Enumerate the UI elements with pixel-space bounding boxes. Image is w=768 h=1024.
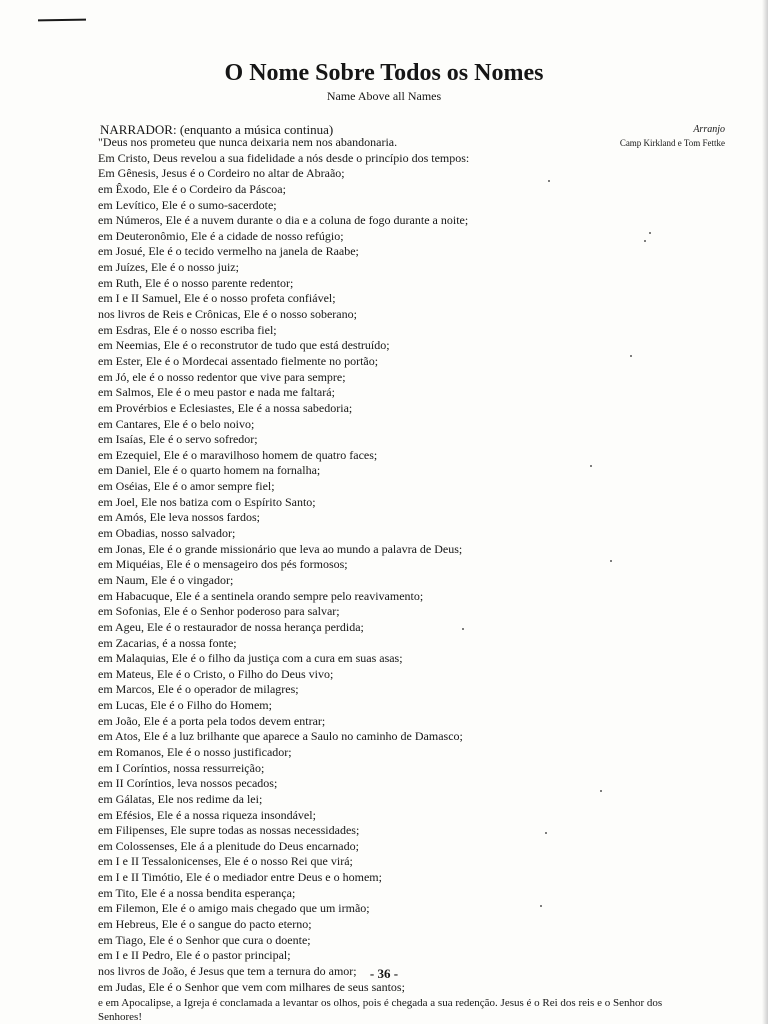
- narration-line: em Colossenses, Ele á a plenitude do Deus encarnado;: [98, 838, 359, 853]
- narration-line: e em Apocalipse, a Igreja é conclamada a levantar os olhos, pois é chegada a sua redenção. Jesus é o Rei dos reis e o Senhor dos Senhores!: [98, 997, 663, 1024]
- narration-line: em I e II Timótio, Ele é o mediador entre Deus e o homem;: [98, 870, 382, 885]
- narration-line: em Joel, Ele nos batiza com o Espírito Santo;: [98, 494, 316, 509]
- narration-line: em I e II Pedro, Ele é o pastor principal;: [98, 948, 291, 963]
- narration-line: em I Coríntios, nossa ressurreição;: [98, 760, 265, 775]
- narration-line: em Filemon, Ele é o amigo mais chegado que um irmão;: [98, 901, 370, 916]
- page-number: - 36 -: [369, 966, 399, 981]
- credit-names: Camp Kirkland e Tom Fettke: [619, 138, 725, 148]
- scan-edge-shadow: [762, 0, 768, 1024]
- narration-line: em Deuteronômio, Ele é a cidade de nosso refúgio;: [98, 228, 344, 243]
- narration-line: em Malaquias, Ele é o filho da justiça com a cura em suas asas;: [98, 651, 403, 666]
- narration-line: em Números, Ele é a nuvem durante o dia e a coluna de fogo durante a noite;: [98, 213, 469, 228]
- credit-label: Arranjo: [693, 124, 725, 135]
- scan-speck: [540, 905, 542, 907]
- narration-line: em Obadias, nosso salvador;: [98, 526, 236, 541]
- narration-line: em Provérbios e Eclesiastes, Ele é a nossa sabedoria;: [98, 400, 353, 415]
- narration-line: em Josué, Ele é o tecido vermelho na janela de Raabe;: [98, 244, 359, 259]
- narration-line: em Judas, Ele é o Senhor que vem com milhares de seus santos;: [98, 979, 405, 994]
- narration-line: em Habacuque, Ele é a sentinela orando sempre pelo reavivamento;: [98, 588, 424, 603]
- narration-line: em Jonas, Ele é o grande missionário que leva ao mundo a palavra de Deus;: [98, 541, 463, 556]
- narration-line: em Sofonias, Ele é o Senhor poderoso para salvar;: [98, 604, 340, 619]
- narration-line: em Amós, Ele leva nossos fardos;: [98, 510, 260, 525]
- narration-line: em Naum, Ele é o vingador;: [98, 572, 234, 587]
- narration-line: em Romanos, Ele é o nosso justificador;: [98, 744, 292, 759]
- scan-speck: [462, 628, 464, 630]
- narration-lines: [98, 135, 698, 1024]
- narration-line: em I e II Samuel, Ele é o nosso profeta confiável;: [98, 291, 336, 306]
- scan-speck: [644, 240, 646, 242]
- narration-line: nos livros de Reis e Crônicas, Ele é o nosso soberano;: [98, 307, 357, 322]
- narration-line: em Daniel, Ele é o quarto homem na fornalha;: [98, 463, 321, 478]
- narration-line: em Filipenses, Ele supre todas as nossas necessidades;: [98, 823, 360, 838]
- narration-line: em Miquéias, Ele é o mensageiro dos pés formosos;: [98, 557, 348, 572]
- narration-line: em Levítico, Ele é o sumo-sacerdote;: [98, 197, 277, 212]
- narration-line: em Oséias, Ele é o amor sempre fiel;: [98, 479, 275, 494]
- narration-line: em Tiago, Ele é o Senhor que cura o doente;: [98, 932, 311, 947]
- narration-line: em Esdras, Ele é o nosso escriba fiel;: [98, 322, 277, 337]
- narrator-direction: NARRADOR: (enquanto a música continua): [100, 122, 334, 137]
- top-margin-rule: [38, 19, 86, 22]
- narration-line: em Ageu, Ele é o restaurador de nossa herança perdida;: [98, 619, 364, 634]
- narration-line: em Efésios, Ele é a nossa riqueza insondável;: [98, 807, 316, 822]
- scan-speck: [600, 790, 602, 792]
- scan-speck: [610, 560, 612, 562]
- narration-line: Em Gênesis, Jesus é o Cordeiro no altar de Abraão;: [98, 166, 345, 181]
- narration-line: em Jó, ele é o nosso redentor que vive para sempre;: [98, 369, 346, 384]
- narration-line: em Zacarias, é a nossa fonte;: [98, 635, 237, 650]
- narration-line: em Cantares, Ele é o belo noivo;: [98, 416, 255, 431]
- scan-speck: [590, 465, 592, 467]
- narration-line: em Tito, Ele é a nossa bendita esperança;: [98, 885, 296, 900]
- narration-line: em Juízes, Ele é o nosso juiz;: [98, 260, 239, 275]
- scan-speck: [545, 832, 547, 834]
- narration-line: nos livros de João, é Jesus que tem a ternura do amor;: [98, 963, 357, 978]
- narration-line: em I e II Tessalonicenses, Ele é o nosso Rei que virá;: [98, 854, 353, 869]
- scan-speck: [649, 232, 651, 234]
- narration-line: em Hebreus, Ele é o sangue do pacto eterno;: [98, 917, 312, 932]
- scan-speck: [548, 180, 550, 182]
- narration-line: em Ester, Ele é o Mordecai assentado fielmente no portão;: [98, 353, 379, 368]
- narration-line: em Salmos, Ele é o meu pastor e nada me faltará;: [98, 385, 335, 400]
- narration-line: em Ezequiel, Ele é o maravilhoso homem de quatro faces;: [98, 447, 378, 462]
- narration-line: em Neemias, Ele é o reconstrutor de tudo que está destruído;: [98, 338, 390, 353]
- narration-line: em Marcos, Ele é o operador de milagres;: [98, 682, 299, 697]
- narration-line: em Lucas, Ele é o Filho do Homem;: [98, 698, 272, 713]
- narration-line: Em Cristo, Deus revelou a sua fidelidade a nós desde o princípio dos tempos:: [98, 150, 470, 165]
- narration-line: em Atos, Ele é a luz brilhante que aparece a Saulo no caminho de Damasco;: [98, 729, 463, 744]
- narration-line: em Gálatas, Ele nos redime da lei;: [98, 791, 263, 806]
- narration-line: em Isaías, Ele é o servo sofredor;: [98, 432, 258, 447]
- narration-line: em Êxodo, Ele é o Cordeiro da Páscoa;: [98, 181, 286, 196]
- narration-line: em II Coríntios, leva nossos pecados;: [98, 776, 278, 791]
- page-subtitle: Name Above all Names: [326, 89, 442, 103]
- narration-line: em Mateus, Ele é o Cristo, o Filho do Deus vivo;: [98, 666, 334, 681]
- page-title: O Nome Sobre Todos os Nomes: [224, 60, 544, 86]
- narration-line: em João, Ele é a porta pela todos devem entrar;: [98, 713, 326, 728]
- narration-line: "Deus nos prometeu que nunca deixaria nem nos abandonaria.: [98, 135, 398, 149]
- scan-speck: [630, 355, 632, 357]
- narration-line: em Ruth, Ele é o nosso parente redentor;: [98, 275, 294, 290]
